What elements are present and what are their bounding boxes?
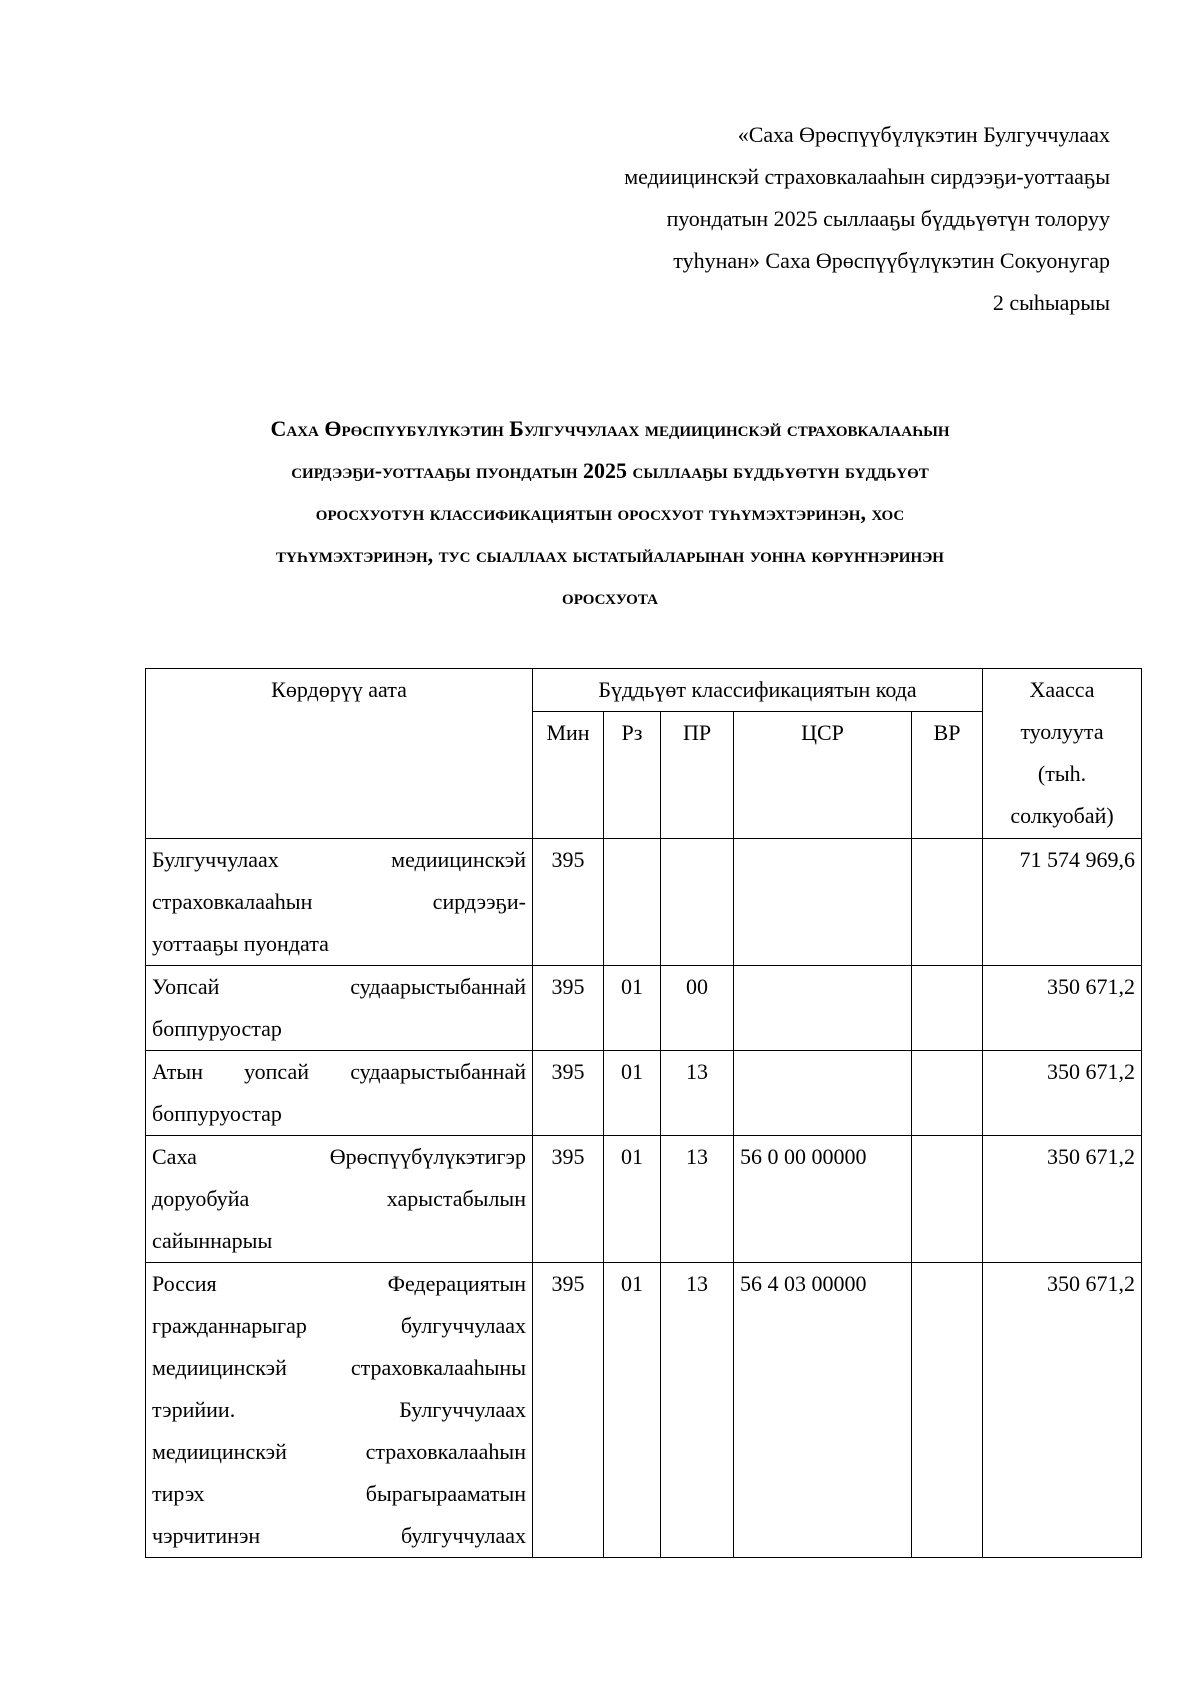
cell-csr xyxy=(734,966,912,1051)
row-name xyxy=(146,1051,533,1136)
column-header-csr: ЦСР xyxy=(734,712,912,839)
document-title xyxy=(160,408,1060,618)
row-name-line: боппуруостар xyxy=(152,1101,282,1126)
cell-pr: 13 xyxy=(661,1263,734,1558)
document-header xyxy=(410,114,1110,324)
title-line: түһүмэхтэринэн, тус сыаллаах ыстатыйаларынан уонна көрүҥнэринэн xyxy=(276,542,944,567)
sum-header-line: Хаасса xyxy=(1029,677,1095,702)
cell-vr xyxy=(912,1263,983,1558)
header-line: туһунан» Саха Өрөспүүбүлүкэтин Сокуонугар xyxy=(673,248,1110,273)
cell-csr: 56 0 00 00000 xyxy=(734,1136,912,1263)
header-line: пуондатын 2025 сыллааҕы бүддьүөтүн толоруу xyxy=(666,206,1110,231)
sum-header-line: туолуута xyxy=(1020,719,1104,744)
cell-csr xyxy=(734,1051,912,1136)
row-name-line: страховкалааһын сирдээҕи- xyxy=(152,889,526,914)
cell-vr xyxy=(912,839,983,966)
cell-min: 395 xyxy=(533,966,604,1051)
row-name-line: доруобуйа харыстабылын xyxy=(152,1186,526,1211)
table-row xyxy=(146,1263,1142,1558)
row-name xyxy=(146,839,533,966)
cell-min: 395 xyxy=(533,839,604,966)
table-row xyxy=(146,1136,1142,1263)
cell-sum: 350 671,2 xyxy=(983,1051,1142,1136)
table-header-row xyxy=(146,669,1142,712)
row-name xyxy=(146,1263,533,1558)
row-name-line: боппуруостар xyxy=(152,1016,282,1041)
row-name-line: уоттааҕы пуондата xyxy=(152,931,329,956)
sum-header-line: солкуобай) xyxy=(1010,803,1114,828)
header-line: 2 сыһыарыы xyxy=(992,290,1110,315)
cell-vr xyxy=(912,966,983,1051)
title-line: сирдээҕи-уоттааҕы пуондатын 2025 сыллааҕы бүддьүөтүн бүддьүөт xyxy=(291,458,929,483)
cell-sum: 350 671,2 xyxy=(983,1263,1142,1558)
cell-pr: 13 xyxy=(661,1136,734,1263)
title-line: Саха Өрөспүүбүлүкэтин Булгуччулаах медиицинскэй страховкалааһын xyxy=(270,416,950,441)
column-header-rz: Рз xyxy=(604,712,661,839)
header-line: «Саха Өрөспүүбүлүкэтин Булгуччулаах xyxy=(737,122,1110,147)
row-name-line: тирэх бырагырааматын xyxy=(152,1481,526,1506)
cell-min: 395 xyxy=(533,1136,604,1263)
row-name-line: чэрчитинэн булгуччулаах xyxy=(152,1523,526,1548)
row-name xyxy=(146,1136,533,1263)
title-line: оросхуотун классификациятын оросхуот түһүмэхтэринэн, хос xyxy=(315,500,905,525)
cell-rz xyxy=(604,839,661,966)
cell-pr xyxy=(661,839,734,966)
header-line: медиицинскэй страховкалааһын сирдээҕи-уоттааҕы xyxy=(624,164,1110,189)
title-line: оросхуота xyxy=(562,584,658,609)
cell-rz: 01 xyxy=(604,1051,661,1136)
cell-sum: 350 671,2 xyxy=(983,1136,1142,1263)
row-name-line: Булгуччулаах медиицинскэй xyxy=(152,847,526,872)
row-name-line: сайыннарыы xyxy=(152,1228,273,1253)
cell-min: 395 xyxy=(533,1263,604,1558)
cell-vr xyxy=(912,1051,983,1136)
column-header-sum xyxy=(983,669,1142,839)
row-name-line: медиицинскэй страховкалааһыны xyxy=(152,1355,526,1380)
column-header-name: Көрдөрүү аата xyxy=(146,669,533,839)
row-name-line: Уопсай судаарыстыбаннай xyxy=(152,974,526,999)
cell-min: 395 xyxy=(533,1051,604,1136)
cell-csr: 56 4 03 00000 xyxy=(734,1263,912,1558)
cell-sum: 350 671,2 xyxy=(983,966,1142,1051)
row-name-line: Саха Өрөспүүбүлүкэтигэр xyxy=(152,1144,526,1169)
sum-header-line: (тыһ. xyxy=(1037,761,1087,786)
row-name-line: Атын уопсай судаарыстыбаннай xyxy=(152,1059,526,1084)
cell-vr xyxy=(912,1136,983,1263)
row-name xyxy=(146,966,533,1051)
row-name-line: гражданнарыгар булгуччулаах xyxy=(152,1313,526,1338)
column-header-code-group: Бүддьүөт классификациятын кода xyxy=(533,669,983,712)
cell-sum: 71 574 969,6 xyxy=(983,839,1142,966)
cell-rz: 01 xyxy=(604,1136,661,1263)
cell-csr xyxy=(734,839,912,966)
cell-rz: 01 xyxy=(604,1263,661,1558)
cell-pr: 00 xyxy=(661,966,734,1051)
row-name-line: медиицинскэй страховкалааһын xyxy=(152,1439,526,1464)
row-name-line: Россия Федерациятын xyxy=(152,1271,526,1296)
cell-rz: 01 xyxy=(604,966,661,1051)
budget-table xyxy=(145,668,1142,1558)
row-name-line: тэрийии. Булгуччулаах xyxy=(152,1397,526,1422)
table-row xyxy=(146,966,1142,1051)
table-row xyxy=(146,1051,1142,1136)
column-header-min: Мин xyxy=(533,712,604,839)
table-row xyxy=(146,839,1142,966)
cell-pr: 13 xyxy=(661,1051,734,1136)
column-header-vr: ВР xyxy=(912,712,983,839)
column-header-pr: ПР xyxy=(661,712,734,839)
